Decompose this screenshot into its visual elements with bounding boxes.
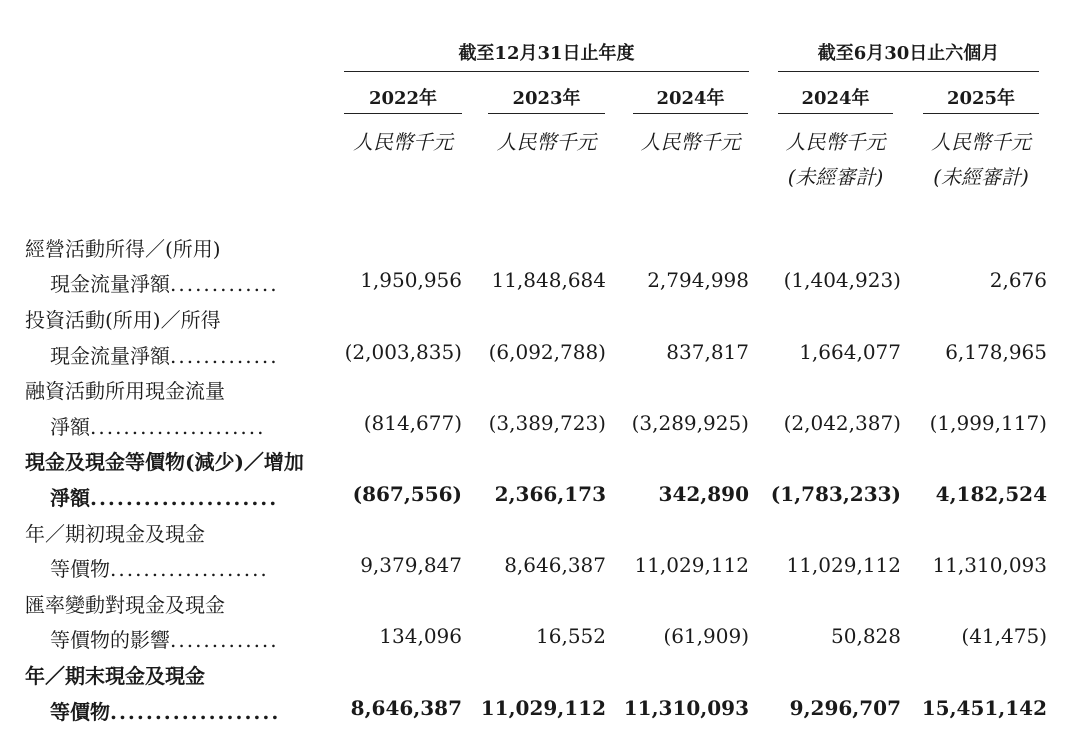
table-cell-value: 15,451,142 (921, 696, 1047, 720)
table-cell-value: 4,182,524 (935, 482, 1047, 506)
table-cell-value: 2,676 (989, 268, 1047, 292)
table-cell-value: 9,379,847 (360, 553, 462, 577)
table-cell-value: (3,289,925) (631, 411, 749, 435)
unit-label: 人民幣千元 (785, 130, 886, 154)
table-cell-value: 8,646,387 (504, 553, 606, 577)
year-rule (344, 113, 462, 114)
table-cell-value: 2,366,173 (494, 482, 606, 506)
row-label-text: 淨額 (50, 415, 90, 439)
table-cell-value: 11,029,112 (634, 553, 749, 577)
dot-leader: ............. (170, 628, 279, 652)
table-cell-value: 134,096 (379, 624, 462, 648)
period-group-heading-fy: 截至12月31日止年度 (458, 43, 635, 64)
unaudited-note: (未經審計) (933, 165, 1029, 189)
period-group-heading-hy: 截至6月30日止六個月 (817, 43, 1000, 64)
year-rule (488, 113, 605, 114)
row-label-text: 等價物的影響 (50, 628, 170, 652)
table-cell-value: (61,909) (663, 624, 749, 648)
row-label: 年／期初現金及現金 (25, 522, 205, 546)
row-label-continuation (50, 482, 278, 511)
table-cell-value: 11,029,112 (786, 553, 901, 577)
table-cell-value: 50,828 (831, 624, 901, 648)
unit-label: 人民幣千元 (931, 130, 1031, 154)
table-cell-value: (814,677) (363, 411, 462, 435)
table-cell-value: 2,794,998 (647, 268, 749, 292)
unit-label: 人民幣千元 (496, 130, 597, 154)
group-rule (344, 71, 749, 72)
unaudited-note: (未經審計) (787, 165, 884, 189)
year-header: 2025年 (946, 88, 1016, 109)
year-rule (778, 113, 893, 114)
table-cell-value: 11,848,684 (491, 268, 606, 292)
table-cell-value: (3,389,723) (488, 411, 606, 435)
table-cell-value: (6,092,788) (488, 340, 606, 364)
table-cell-value: 11,310,093 (623, 696, 749, 720)
table-cell-value: 16,552 (536, 624, 606, 648)
year-header: 2022年 (368, 88, 438, 109)
table-cell-value: 1,950,956 (360, 268, 462, 292)
dot-leader: ................... (110, 700, 281, 724)
table-cell-value: 1,664,077 (799, 340, 901, 364)
year-header: 2023年 (512, 88, 581, 109)
year-header: 2024年 (801, 88, 870, 109)
row-label: 投資活動(所用)／所得 (25, 308, 221, 332)
table-cell-value: 11,029,112 (480, 696, 606, 720)
row-label-continuation (50, 411, 266, 440)
year-rule (923, 113, 1039, 114)
table-cell-value: 837,817 (666, 340, 749, 364)
dot-leader: ..................... (90, 415, 266, 439)
year-rule (633, 113, 748, 114)
table-cell-value: (2,003,835) (344, 340, 462, 364)
unit-label: 人民幣千元 (640, 130, 741, 154)
row-label-text: 淨額 (50, 486, 90, 510)
dot-leader: ................... (110, 557, 269, 581)
row-label-text: 現金流量淨額 (50, 272, 170, 296)
group-rule (778, 71, 1039, 72)
row-label-text: 等價物 (50, 557, 110, 581)
dot-leader: ..................... (90, 486, 279, 510)
row-label-continuation (50, 696, 280, 725)
row-label-text: 等價物 (50, 700, 110, 724)
table-cell-value: 6,178,965 (945, 340, 1047, 364)
unit-label: 人民幣千元 (353, 130, 453, 154)
table-cell-value: 9,296,707 (789, 696, 901, 720)
table-cell-value: (867,556) (352, 482, 462, 506)
table-cell-value: (1,783,233) (770, 482, 901, 506)
table-cell-value: 11,310,093 (932, 553, 1047, 577)
table-cell-value: (41,475) (961, 624, 1047, 648)
row-label: 融資活動所用現金流量 (25, 379, 225, 403)
year-header: 2024年 (656, 88, 725, 109)
row-label-text: 現金流量淨額 (50, 344, 170, 368)
dot-leader: ............. (170, 344, 279, 368)
table-cell-value: (1,404,923) (783, 268, 901, 292)
row-label-continuation (50, 553, 269, 582)
row-label: 匯率變動對現金及現金 (25, 593, 225, 617)
table-cell-value: (2,042,387) (783, 411, 901, 435)
dot-leader: ............. (170, 272, 279, 296)
row-label-continuation (50, 624, 279, 653)
table-cell-value: 342,890 (658, 482, 749, 506)
row-label: 現金及現金等價物(減少)／增加 (25, 450, 304, 474)
table-cell-value: 8,646,387 (350, 696, 462, 720)
table-cell-value: (1,999,117) (929, 411, 1047, 435)
row-label-continuation (50, 268, 279, 297)
row-label: 經營活動所得／(所用) (25, 237, 221, 261)
row-label: 年／期末現金及現金 (25, 664, 205, 688)
row-label-continuation (50, 340, 279, 369)
